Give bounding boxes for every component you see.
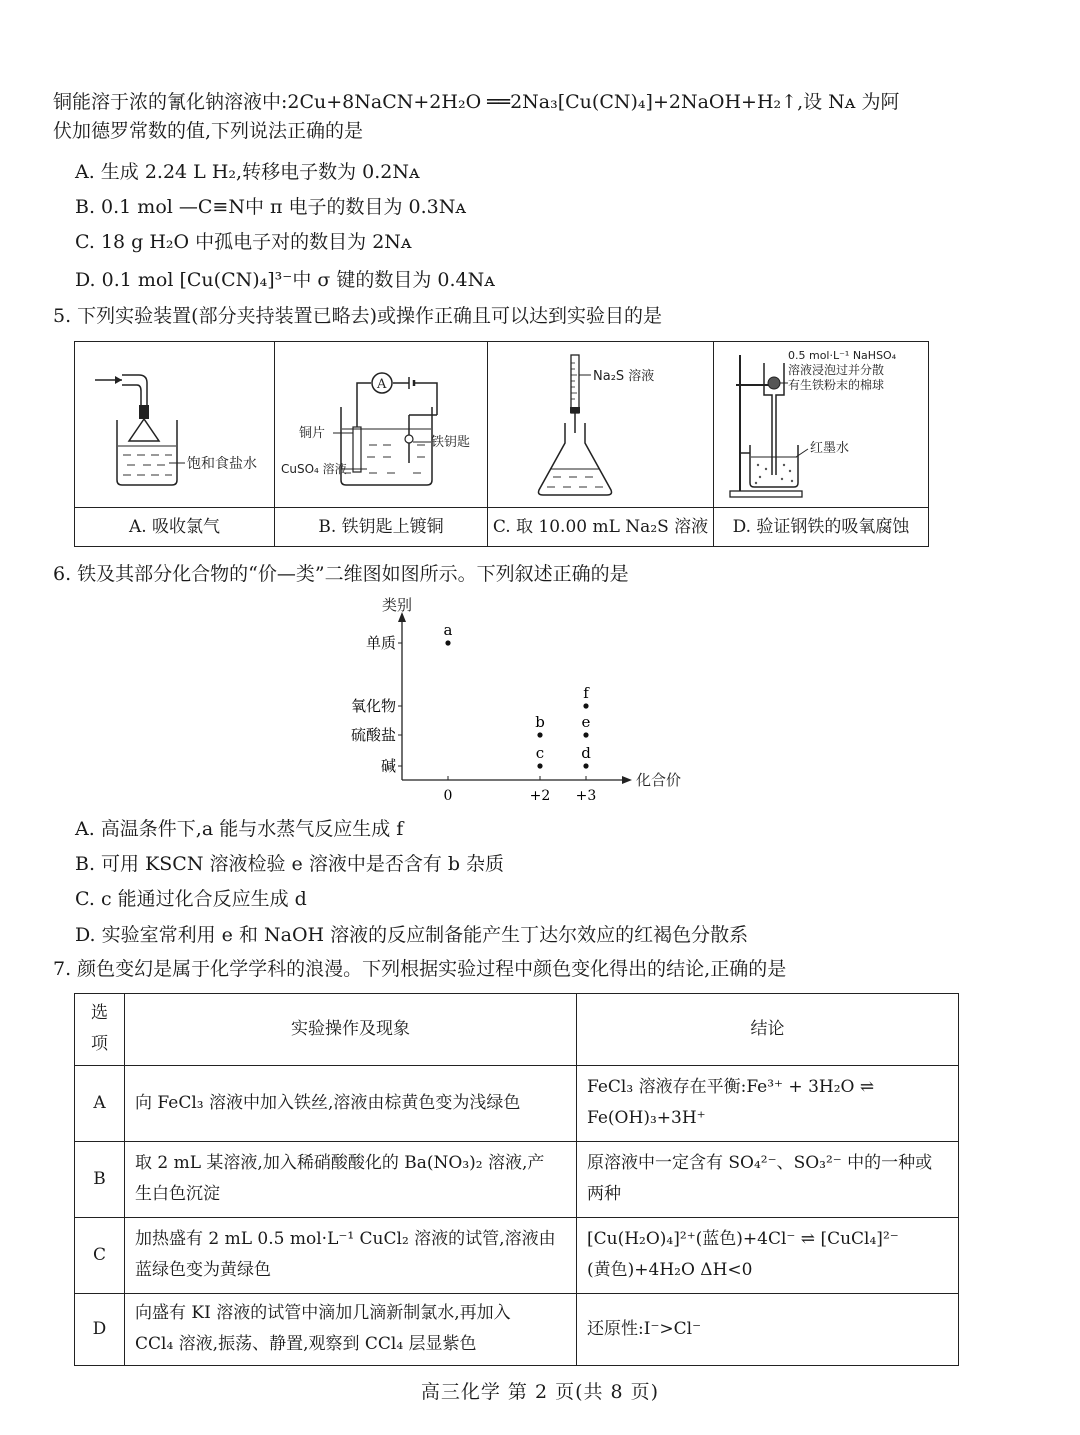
header-operation: 实验操作及现象 — [125, 994, 577, 1066]
label-iron-key: 铁钥匙 — [430, 434, 470, 450]
q6-option-d: D. 实验室常利用 e 和 NaOH 溶液的反应制备能产生丁达尔效应的红褐色分散系 — [75, 924, 749, 946]
apparatus-d-drawing — [716, 345, 926, 505]
operation-line: 加热盛有 2 mL 0.5 mol·L⁻¹ CuCl₂ 溶液的试管,溶液由 — [135, 1228, 556, 1249]
q7-results-table — [74, 993, 959, 1366]
point-a — [445, 640, 450, 645]
y-tick-label: 碱 — [380, 757, 396, 775]
conclusion-line: 原溶液中一定含有 SO₄²⁻、SO₃²⁻ 中的一种或 — [587, 1152, 933, 1173]
q4-stem-line1: 铜能溶于浓的氰化钠溶液中:2Cu+8NaCN+2H₂O ══2Na₃[Cu(CN)₄]+2NaOH+H₂↑,设 Nᴀ 为阿 — [53, 91, 900, 113]
ammeter-label: A — [376, 376, 386, 392]
valence-class-chart — [330, 590, 710, 810]
x-tick-label: +3 — [575, 788, 597, 804]
q6-option-a: A. 高温条件下,a 能与水蒸气反应生成 f — [75, 818, 404, 840]
row-operation — [125, 1217, 577, 1293]
q5-apparatus-table — [74, 341, 929, 547]
point-b — [537, 732, 542, 737]
apparatus-b — [275, 342, 488, 508]
conclusion-line: [Cu(H₂O)₄]²⁺(蓝色)+4Cl⁻ ⇌ [CuCl₄]²⁻ — [587, 1228, 899, 1249]
caption-c: C. 取 10.00 mL Na₂S 溶液 — [488, 508, 714, 547]
q4-stem-line2: 伏加德罗常数的值,下列说法正确的是 — [53, 120, 364, 143]
table-row — [75, 1141, 959, 1217]
row-key: D — [75, 1293, 125, 1365]
apparatus-a — [75, 342, 275, 508]
apparatus-a-drawing — [77, 345, 272, 505]
apparatus-c-drawing — [491, 345, 711, 505]
row-key: C — [75, 1217, 125, 1293]
conclusion-line: (黄色)+4H₂O ΔH<0 — [587, 1260, 753, 1281]
point-label-b: b — [535, 713, 545, 731]
point-label-e: e — [581, 713, 591, 731]
operation-line: CCl₄ 溶液,振荡、静置,观察到 CCl₄ 层显紫色 — [135, 1334, 477, 1355]
table-header-row — [75, 994, 959, 1066]
label-cuso4-solution: CuSO₄ 溶液 — [280, 461, 347, 476]
q6-option-b: B. 可用 KSCN 溶液检验 e 溶液中是否含有 b 杂质 — [75, 853, 505, 875]
apparatus-c — [488, 342, 714, 508]
operation-line: 取 2 mL 某溶液,加入稀硝酸酸化的 Ba(NO₃)₂ 溶液,产 — [135, 1152, 545, 1173]
caption-b: B. 铁钥匙上镀铜 — [275, 508, 488, 547]
label-nahso4-line2: 溶液浸泡过并分散 — [788, 362, 885, 377]
point-label-c: c — [535, 744, 545, 762]
y-axis-title: 类别 — [382, 596, 413, 614]
y-tick-label: 氧化物 — [350, 697, 396, 715]
label-nahso4-line3: 有生铁粉末的棉球 — [788, 377, 885, 392]
label-na2s-solution: Na₂S 溶液 — [592, 368, 654, 384]
label-copper-plate: 铜片 — [298, 425, 325, 441]
apparatus-b-drawing — [279, 345, 484, 505]
point-label-f: f — [583, 684, 589, 702]
q4-option-d: D. 0.1 mol [Cu(CN)₄]³⁻中 σ 键的数目为 0.4Nᴀ — [75, 269, 495, 291]
conclusion-line: 还原性:I⁻>Cl⁻ — [587, 1318, 702, 1339]
conclusion-line: 两种 — [587, 1184, 621, 1205]
row-operation — [125, 1065, 577, 1141]
label-red-ink: 红墨水 — [810, 440, 850, 456]
header-conclusion: 结论 — [577, 994, 959, 1066]
operation-line: 生白色沉淀 — [135, 1184, 220, 1205]
conclusion-line: Fe(OH)₃+3H⁺ — [587, 1108, 706, 1129]
row-operation — [125, 1141, 577, 1217]
point-c — [537, 763, 542, 768]
q6-option-c: C. c 能通过化合反应生成 d — [75, 888, 307, 910]
row-key: B — [75, 1141, 125, 1217]
question-5-stem: 5. 下列实验装置(部分夹持装置已略去)或操作正确且可以达到实验目的是 — [53, 305, 662, 327]
q4-option-b: B. 0.1 mol —C≡N中 π 电子的数目为 0.3Nᴀ — [75, 196, 467, 218]
y-tick-label: 硫酸盐 — [350, 726, 396, 744]
x-axis-arrow — [622, 776, 632, 784]
x-tick-label: 0 — [443, 788, 453, 804]
point-label-d: d — [581, 744, 591, 762]
caption-a: A. 吸收氯气 — [75, 508, 275, 547]
caption-d: D. 验证钢铁的吸氧腐蚀 — [714, 508, 929, 547]
point-label-a: a — [443, 621, 453, 639]
point-f — [583, 703, 588, 708]
y-tick-label: 单质 — [365, 634, 396, 652]
row-conclusion — [577, 1217, 959, 1293]
point-e — [583, 732, 588, 737]
point-d — [583, 763, 588, 768]
conclusion-line: FeCl₃ 溶液存在平衡:Fe³⁺ + 3H₂O ⇌ — [587, 1076, 875, 1097]
row-operation — [125, 1293, 577, 1365]
question-7-stem: 7. 颜色变幻是属于化学学科的浪漫。下列根据实验过程中颜色变化得出的结论,正确的是 — [53, 958, 787, 980]
table-row — [75, 1065, 959, 1141]
apparatus-d — [714, 342, 929, 508]
question-6-stem: 6. 铁及其部分化合物的“价—类”二维图如图所示。下列叙述正确的是 — [53, 563, 629, 585]
operation-line: 向 FeCl₃ 溶液中加入铁丝,溶液由棕黄色变为浅绿色 — [135, 1092, 521, 1113]
label-saturated-brine: 饱和食盐水 — [187, 455, 257, 472]
table-row — [75, 1293, 959, 1365]
x-tick-label: +2 — [529, 788, 551, 804]
x-axis-title: 化合价 — [636, 771, 682, 789]
label-nahso4-line1: 0.5 mol·L⁻¹ NaHSO₄ — [788, 348, 897, 362]
page-footer: 高三化学 第 2 页(共 8 页) — [420, 1381, 660, 1403]
row-key: A — [75, 1065, 125, 1141]
header-option: 选项 — [75, 994, 125, 1066]
operation-line: 蓝绿色变为黄绿色 — [135, 1260, 271, 1281]
row-conclusion — [577, 1141, 959, 1217]
table-row — [75, 1217, 959, 1293]
operation-line: 向盛有 KI 溶液的试管中滴加几滴新制氯水,再加入 — [135, 1302, 511, 1323]
q4-option-a: A. 生成 2.24 L H₂,转移电子数为 0.2Nᴀ — [75, 161, 420, 183]
row-conclusion — [577, 1293, 959, 1365]
question-4-stem — [53, 88, 973, 147]
row-conclusion — [577, 1065, 959, 1141]
q4-option-c: C. 18 g H₂O 中孤电子对的数目为 2Nᴀ — [75, 231, 412, 253]
